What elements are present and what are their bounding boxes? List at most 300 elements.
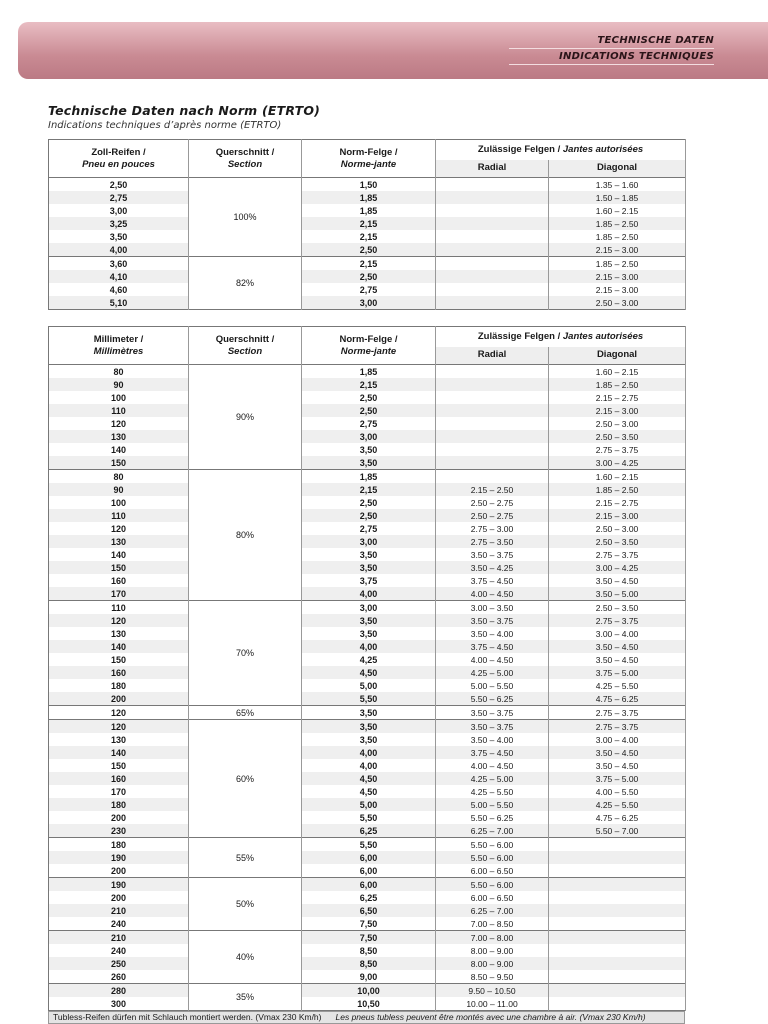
cell-rim: 1,85 <box>302 204 436 217</box>
cell-rim: 3,00 <box>302 296 436 310</box>
cell-diagonal: 3.75 – 5.00 <box>549 772 686 785</box>
cell-radial: 3.50 – 4.00 <box>436 733 549 746</box>
cell-section: 82% <box>189 257 302 310</box>
cell-radial: 6.25 – 7.00 <box>436 904 549 917</box>
table-row <box>49 653 686 666</box>
table-row <box>49 811 686 824</box>
page-title: Technische Daten nach Norm (ETRTO) <box>48 103 321 118</box>
cell-radial <box>436 204 549 217</box>
table-row <box>49 443 686 456</box>
cell-radial <box>436 230 549 243</box>
cell-radial: 8.00 – 9.00 <box>436 944 549 957</box>
col-header-allowed-rims-fr: Jantes autorisées <box>562 143 644 155</box>
cell-radial: 3.50 – 4.00 <box>436 627 549 640</box>
cell-diagonal: 2.75 – 3.75 <box>549 443 686 456</box>
cell-radial: 2.15 – 2.50 <box>436 483 549 496</box>
cell-rim: 2,75 <box>302 522 436 535</box>
table-row <box>49 456 686 470</box>
cell-rim: 2,15 <box>302 483 436 496</box>
cell-radial <box>436 217 549 230</box>
cell-diagonal <box>549 904 686 917</box>
cell-size: 260 <box>49 970 189 984</box>
cell-radial: 3.50 – 3.75 <box>436 614 549 627</box>
cell-rim: 3,50 <box>302 561 436 574</box>
cell-radial <box>436 443 549 456</box>
cell-radial: 4.25 – 5.50 <box>436 785 549 798</box>
cell-rim: 5,50 <box>302 838 436 852</box>
cell-diagonal <box>549 851 686 864</box>
table-row <box>49 824 686 838</box>
cell-diagonal: 2.15 – 3.00 <box>549 509 686 522</box>
table-row <box>49 257 686 271</box>
cell-diagonal: 2.15 – 2.75 <box>549 496 686 509</box>
cell-size: 120 <box>49 706 189 720</box>
cell-radial <box>436 283 549 296</box>
cell-rim: 4,00 <box>302 746 436 759</box>
col-header-diagonal: Diagonal <box>549 160 686 178</box>
cell-diagonal: 1.85 – 2.50 <box>549 257 686 271</box>
cell-rim: 1,50 <box>302 178 436 192</box>
cell-size: 3,25 <box>49 217 189 230</box>
cell-diagonal: 4.00 – 5.50 <box>549 785 686 798</box>
cell-radial <box>436 378 549 391</box>
cell-diagonal <box>549 931 686 945</box>
table-row <box>49 706 686 720</box>
cell-section: 90% <box>189 365 302 470</box>
cell-radial <box>436 270 549 283</box>
table-row <box>49 509 686 522</box>
table-row <box>49 640 686 653</box>
table-row <box>49 601 686 615</box>
table-row <box>49 627 686 640</box>
cell-size: 200 <box>49 891 189 904</box>
cell-radial: 5.00 – 5.50 <box>436 798 549 811</box>
cell-size: 4,60 <box>49 283 189 296</box>
cell-diagonal: 1.60 – 2.15 <box>549 204 686 217</box>
cell-size: 280 <box>49 984 189 998</box>
cell-size: 140 <box>49 548 189 561</box>
cell-diagonal: 2.75 – 3.75 <box>549 720 686 734</box>
cell-size: 210 <box>49 904 189 917</box>
cell-diagonal <box>549 970 686 984</box>
cell-size: 120 <box>49 417 189 430</box>
cell-radial: 3.50 – 4.25 <box>436 561 549 574</box>
table-row <box>49 522 686 535</box>
cell-rim: 2,50 <box>302 509 436 522</box>
cell-rim: 3,00 <box>302 535 436 548</box>
cell-rim: 1,85 <box>302 365 436 379</box>
cell-diagonal <box>549 944 686 957</box>
cell-diagonal: 2.15 – 3.00 <box>549 243 686 257</box>
cell-rim: 7,50 <box>302 931 436 945</box>
cell-size: 240 <box>49 917 189 931</box>
cell-radial: 3.75 – 4.50 <box>436 640 549 653</box>
cell-radial <box>436 243 549 257</box>
footnote-de: Tubless-Reifen dürfen mit Schlauch montiert werden. (Vmax 230 Km/h) <box>53 1012 322 1022</box>
table-row <box>49 204 686 217</box>
cell-radial <box>436 296 549 310</box>
cell-rim: 5,50 <box>302 811 436 824</box>
cell-size: 4,00 <box>49 243 189 257</box>
cell-rim: 2,50 <box>302 270 436 283</box>
cell-size: 110 <box>49 601 189 615</box>
cell-size: 200 <box>49 864 189 878</box>
table-row <box>49 378 686 391</box>
cell-size: 160 <box>49 772 189 785</box>
col-header-size <box>49 327 189 365</box>
cell-diagonal: 4.25 – 5.50 <box>549 798 686 811</box>
table-row <box>49 692 686 706</box>
cell-diagonal: 3.00 – 4.00 <box>549 733 686 746</box>
col-header-rim-fr: Norme-jante <box>340 345 397 357</box>
cell-size: 140 <box>49 443 189 456</box>
table-row <box>49 230 686 243</box>
cell-radial: 3.75 – 4.50 <box>436 574 549 587</box>
cell-size: 180 <box>49 798 189 811</box>
cell-size: 140 <box>49 746 189 759</box>
cell-radial: 2.50 – 2.75 <box>436 509 549 522</box>
table-row <box>49 957 686 970</box>
cell-diagonal <box>549 997 686 1011</box>
table-row <box>49 997 686 1011</box>
cell-rim: 4,50 <box>302 772 436 785</box>
cell-size: 240 <box>49 944 189 957</box>
cell-diagonal: 1.85 – 2.50 <box>549 378 686 391</box>
table-row <box>49 430 686 443</box>
col-header-size-fr: Millimètres <box>93 345 144 357</box>
cell-diagonal: 2.50 – 3.50 <box>549 601 686 615</box>
cell-diagonal: 2.75 – 3.75 <box>549 706 686 720</box>
cell-size: 210 <box>49 931 189 945</box>
cell-section: 70% <box>189 601 302 706</box>
cell-radial <box>436 456 549 470</box>
inch-tire-table <box>48 139 686 310</box>
cell-size: 5,10 <box>49 296 189 310</box>
cell-radial: 2.50 – 2.75 <box>436 496 549 509</box>
cell-diagonal: 3.50 – 4.50 <box>549 746 686 759</box>
cell-radial: 5.00 – 5.50 <box>436 679 549 692</box>
cell-diagonal: 3.50 – 4.50 <box>549 640 686 653</box>
table-row <box>49 178 686 192</box>
table-row <box>49 496 686 509</box>
cell-size: 150 <box>49 561 189 574</box>
table-row <box>49 904 686 917</box>
table-row <box>49 296 686 310</box>
cell-rim: 3,50 <box>302 627 436 640</box>
cell-size: 3,50 <box>49 230 189 243</box>
cell-rim: 3,00 <box>302 430 436 443</box>
col-header-allowed-rims-de: Zulässige Felgen / <box>477 330 561 342</box>
cell-section: 50% <box>189 878 302 931</box>
table-row <box>49 191 686 204</box>
cell-size: 130 <box>49 627 189 640</box>
cell-radial: 6.00 – 6.50 <box>436 864 549 878</box>
cell-size: 3,60 <box>49 257 189 271</box>
table-row <box>49 785 686 798</box>
cell-radial: 3.50 – 3.75 <box>436 548 549 561</box>
cell-radial: 5.50 – 6.00 <box>436 838 549 852</box>
cell-rim: 2,15 <box>302 257 436 271</box>
cell-size: 80 <box>49 470 189 484</box>
cell-radial: 10.00 – 11.00 <box>436 997 549 1011</box>
cell-rim: 2,50 <box>302 391 436 404</box>
table-row <box>49 587 686 601</box>
cell-size: 100 <box>49 391 189 404</box>
cell-radial: 2.75 – 3.50 <box>436 535 549 548</box>
cell-rim: 5,50 <box>302 692 436 706</box>
cell-radial: 3.75 – 4.50 <box>436 746 549 759</box>
cell-radial: 7.00 – 8.50 <box>436 917 549 931</box>
cell-rim: 9,00 <box>302 970 436 984</box>
header-titles <box>509 35 714 65</box>
cell-diagonal: 3.75 – 5.00 <box>549 666 686 679</box>
table-row <box>49 614 686 627</box>
table-row <box>49 984 686 998</box>
cell-size: 180 <box>49 679 189 692</box>
cell-radial <box>436 391 549 404</box>
col-header-section <box>189 140 302 178</box>
cell-diagonal: 2.50 – 3.50 <box>549 535 686 548</box>
cell-size: 130 <box>49 430 189 443</box>
table-row <box>49 944 686 957</box>
cell-rim: 6,25 <box>302 824 436 838</box>
table-row <box>49 878 686 892</box>
cell-rim: 2,50 <box>302 404 436 417</box>
col-header-size-fr: Pneu en pouces <box>82 158 155 170</box>
cell-diagonal <box>549 984 686 998</box>
cell-rim: 2,50 <box>302 496 436 509</box>
cell-rim: 2,15 <box>302 230 436 243</box>
cell-rim: 7,50 <box>302 917 436 931</box>
cell-radial <box>436 178 549 192</box>
cell-diagonal: 3.00 – 4.25 <box>549 456 686 470</box>
table-row <box>49 365 686 379</box>
table-row <box>49 391 686 404</box>
cell-diagonal: 3.00 – 4.25 <box>549 561 686 574</box>
cell-size: 120 <box>49 720 189 734</box>
cell-rim: 4,50 <box>302 785 436 798</box>
cell-diagonal: 1.85 – 2.50 <box>549 217 686 230</box>
cell-size: 2,75 <box>49 191 189 204</box>
cell-size: 120 <box>49 614 189 627</box>
cell-rim: 2,75 <box>302 417 436 430</box>
table-row <box>49 931 686 945</box>
cell-rim: 6,25 <box>302 891 436 904</box>
table-row <box>49 917 686 931</box>
cell-radial: 5.50 – 6.25 <box>436 811 549 824</box>
cell-diagonal: 2.75 – 3.75 <box>549 548 686 561</box>
cell-rim: 5,00 <box>302 679 436 692</box>
col-header-radial: Radial <box>436 347 549 365</box>
cell-size: 190 <box>49 878 189 892</box>
cell-size: 170 <box>49 785 189 798</box>
cell-diagonal: 3.50 – 4.50 <box>549 653 686 666</box>
cell-radial: 7.00 – 8.00 <box>436 931 549 945</box>
millimeter-tire-table <box>48 326 686 1011</box>
cell-diagonal: 2.15 – 2.75 <box>549 391 686 404</box>
cell-size: 100 <box>49 496 189 509</box>
col-header-size-de: Millimeter / <box>93 333 144 345</box>
cell-section: 65% <box>189 706 302 720</box>
cell-rim: 8,50 <box>302 957 436 970</box>
cell-radial: 6.25 – 7.00 <box>436 824 549 838</box>
cell-rim: 3,50 <box>302 443 436 456</box>
cell-diagonal <box>549 917 686 931</box>
table-row <box>49 483 686 496</box>
cell-rim: 3,50 <box>302 614 436 627</box>
table-row <box>49 720 686 734</box>
cell-size: 150 <box>49 653 189 666</box>
cell-size: 3,00 <box>49 204 189 217</box>
cell-rim: 1,85 <box>302 191 436 204</box>
cell-radial: 4.25 – 5.00 <box>436 772 549 785</box>
cell-size: 140 <box>49 640 189 653</box>
table-row <box>49 759 686 772</box>
cell-rim: 2,50 <box>302 243 436 257</box>
table-row <box>49 404 686 417</box>
cell-diagonal: 2.50 – 3.00 <box>549 296 686 310</box>
cell-section: 35% <box>189 984 302 1011</box>
table-row <box>49 270 686 283</box>
cell-rim: 6,50 <box>302 904 436 917</box>
cell-rim: 3,75 <box>302 574 436 587</box>
cell-section: 60% <box>189 720 302 838</box>
cell-rim: 3,50 <box>302 720 436 734</box>
cell-diagonal: 3.50 – 4.50 <box>549 759 686 772</box>
cell-radial <box>436 430 549 443</box>
cell-radial <box>436 191 549 204</box>
cell-size: 200 <box>49 692 189 706</box>
cell-radial: 9.50 – 10.50 <box>436 984 549 998</box>
cell-rim: 6,00 <box>302 864 436 878</box>
cell-diagonal <box>549 957 686 970</box>
col-header-section <box>189 327 302 365</box>
table-row <box>49 838 686 852</box>
table-row <box>49 798 686 811</box>
footnote <box>48 1011 685 1024</box>
cell-radial <box>436 470 549 484</box>
cell-radial: 3.50 – 3.75 <box>436 706 549 720</box>
table-row <box>49 891 686 904</box>
cell-rim: 3,00 <box>302 601 436 615</box>
cell-rim: 6,00 <box>302 878 436 892</box>
cell-diagonal: 1.60 – 2.15 <box>549 470 686 484</box>
col-header-size <box>49 140 189 178</box>
cell-diagonal: 3.50 – 4.50 <box>549 574 686 587</box>
cell-diagonal: 2.15 – 3.00 <box>549 283 686 296</box>
cell-diagonal: 1.35 – 1.60 <box>549 178 686 192</box>
col-header-allowed-rims <box>436 327 686 347</box>
table-row <box>49 851 686 864</box>
table-row <box>49 864 686 878</box>
table-row <box>49 283 686 296</box>
col-header-rim-de: Norm-Felge / <box>339 333 398 345</box>
cell-section: 100% <box>189 178 302 257</box>
cell-rim: 4,00 <box>302 640 436 653</box>
cell-rim: 3,50 <box>302 548 436 561</box>
table-row <box>49 470 686 484</box>
cell-radial: 8.00 – 9.00 <box>436 957 549 970</box>
col-header-diagonal: Diagonal <box>549 347 686 365</box>
cell-size: 160 <box>49 666 189 679</box>
col-header-rim <box>302 327 436 365</box>
cell-diagonal <box>549 891 686 904</box>
cell-rim: 2,75 <box>302 283 436 296</box>
cell-rim: 3,50 <box>302 733 436 746</box>
cell-size: 130 <box>49 535 189 548</box>
cell-size: 4,10 <box>49 270 189 283</box>
header-title-de: TECHNISCHE DATEN <box>509 35 714 49</box>
cell-rim: 10,50 <box>302 997 436 1011</box>
col-header-rim-de: Norm-Felge / <box>339 146 398 158</box>
cell-radial: 4.00 – 4.50 <box>436 653 549 666</box>
cell-rim: 2,15 <box>302 217 436 230</box>
cell-size: 80 <box>49 365 189 379</box>
cell-size: 110 <box>49 509 189 522</box>
cell-radial: 4.25 – 5.00 <box>436 666 549 679</box>
cell-rim: 8,50 <box>302 944 436 957</box>
cell-size: 300 <box>49 997 189 1011</box>
cell-rim: 1,85 <box>302 470 436 484</box>
table-row <box>49 535 686 548</box>
table-row <box>49 679 686 692</box>
cell-diagonal: 1.50 – 1.85 <box>549 191 686 204</box>
col-header-section-fr: Section <box>227 345 263 357</box>
cell-size: 190 <box>49 851 189 864</box>
cell-section: 40% <box>189 931 302 984</box>
col-header-section-de: Querschnitt / <box>215 146 275 158</box>
col-header-radial: Radial <box>436 160 549 178</box>
cell-rim: 3,50 <box>302 706 436 720</box>
cell-size: 90 <box>49 378 189 391</box>
col-header-allowed-rims-de: Zulässige Felgen / <box>477 143 561 155</box>
cell-diagonal: 2.50 – 3.00 <box>549 522 686 535</box>
col-header-section-fr: Section <box>227 158 263 170</box>
cell-rim: 4,00 <box>302 587 436 601</box>
cell-radial <box>436 365 549 379</box>
cell-radial <box>436 404 549 417</box>
cell-diagonal: 2.75 – 3.75 <box>549 614 686 627</box>
cell-diagonal: 2.15 – 3.00 <box>549 270 686 283</box>
table-row <box>49 733 686 746</box>
cell-size: 120 <box>49 522 189 535</box>
col-header-allowed-rims <box>436 140 686 160</box>
cell-section: 55% <box>189 838 302 878</box>
cell-radial: 2.75 – 3.00 <box>436 522 549 535</box>
table-row <box>49 746 686 759</box>
cell-size: 90 <box>49 483 189 496</box>
table-row <box>49 666 686 679</box>
cell-size: 230 <box>49 824 189 838</box>
cell-diagonal: 2.50 – 3.00 <box>549 417 686 430</box>
cell-diagonal: 2.50 – 3.50 <box>549 430 686 443</box>
cell-size: 130 <box>49 733 189 746</box>
cell-radial: 3.00 – 3.50 <box>436 601 549 615</box>
cell-size: 200 <box>49 811 189 824</box>
cell-diagonal: 5.50 – 7.00 <box>549 824 686 838</box>
table-row <box>49 561 686 574</box>
cell-radial <box>436 257 549 271</box>
cell-size: 250 <box>49 957 189 970</box>
cell-diagonal: 3.00 – 4.00 <box>549 627 686 640</box>
cell-diagonal: 4.75 – 6.25 <box>549 811 686 824</box>
col-header-size-de: Zoll-Reifen / <box>91 146 146 158</box>
cell-radial: 3.50 – 3.75 <box>436 720 549 734</box>
cell-diagonal: 2.15 – 3.00 <box>549 404 686 417</box>
cell-radial: 5.50 – 6.00 <box>436 878 549 892</box>
cell-diagonal <box>549 838 686 852</box>
cell-rim: 3,50 <box>302 456 436 470</box>
